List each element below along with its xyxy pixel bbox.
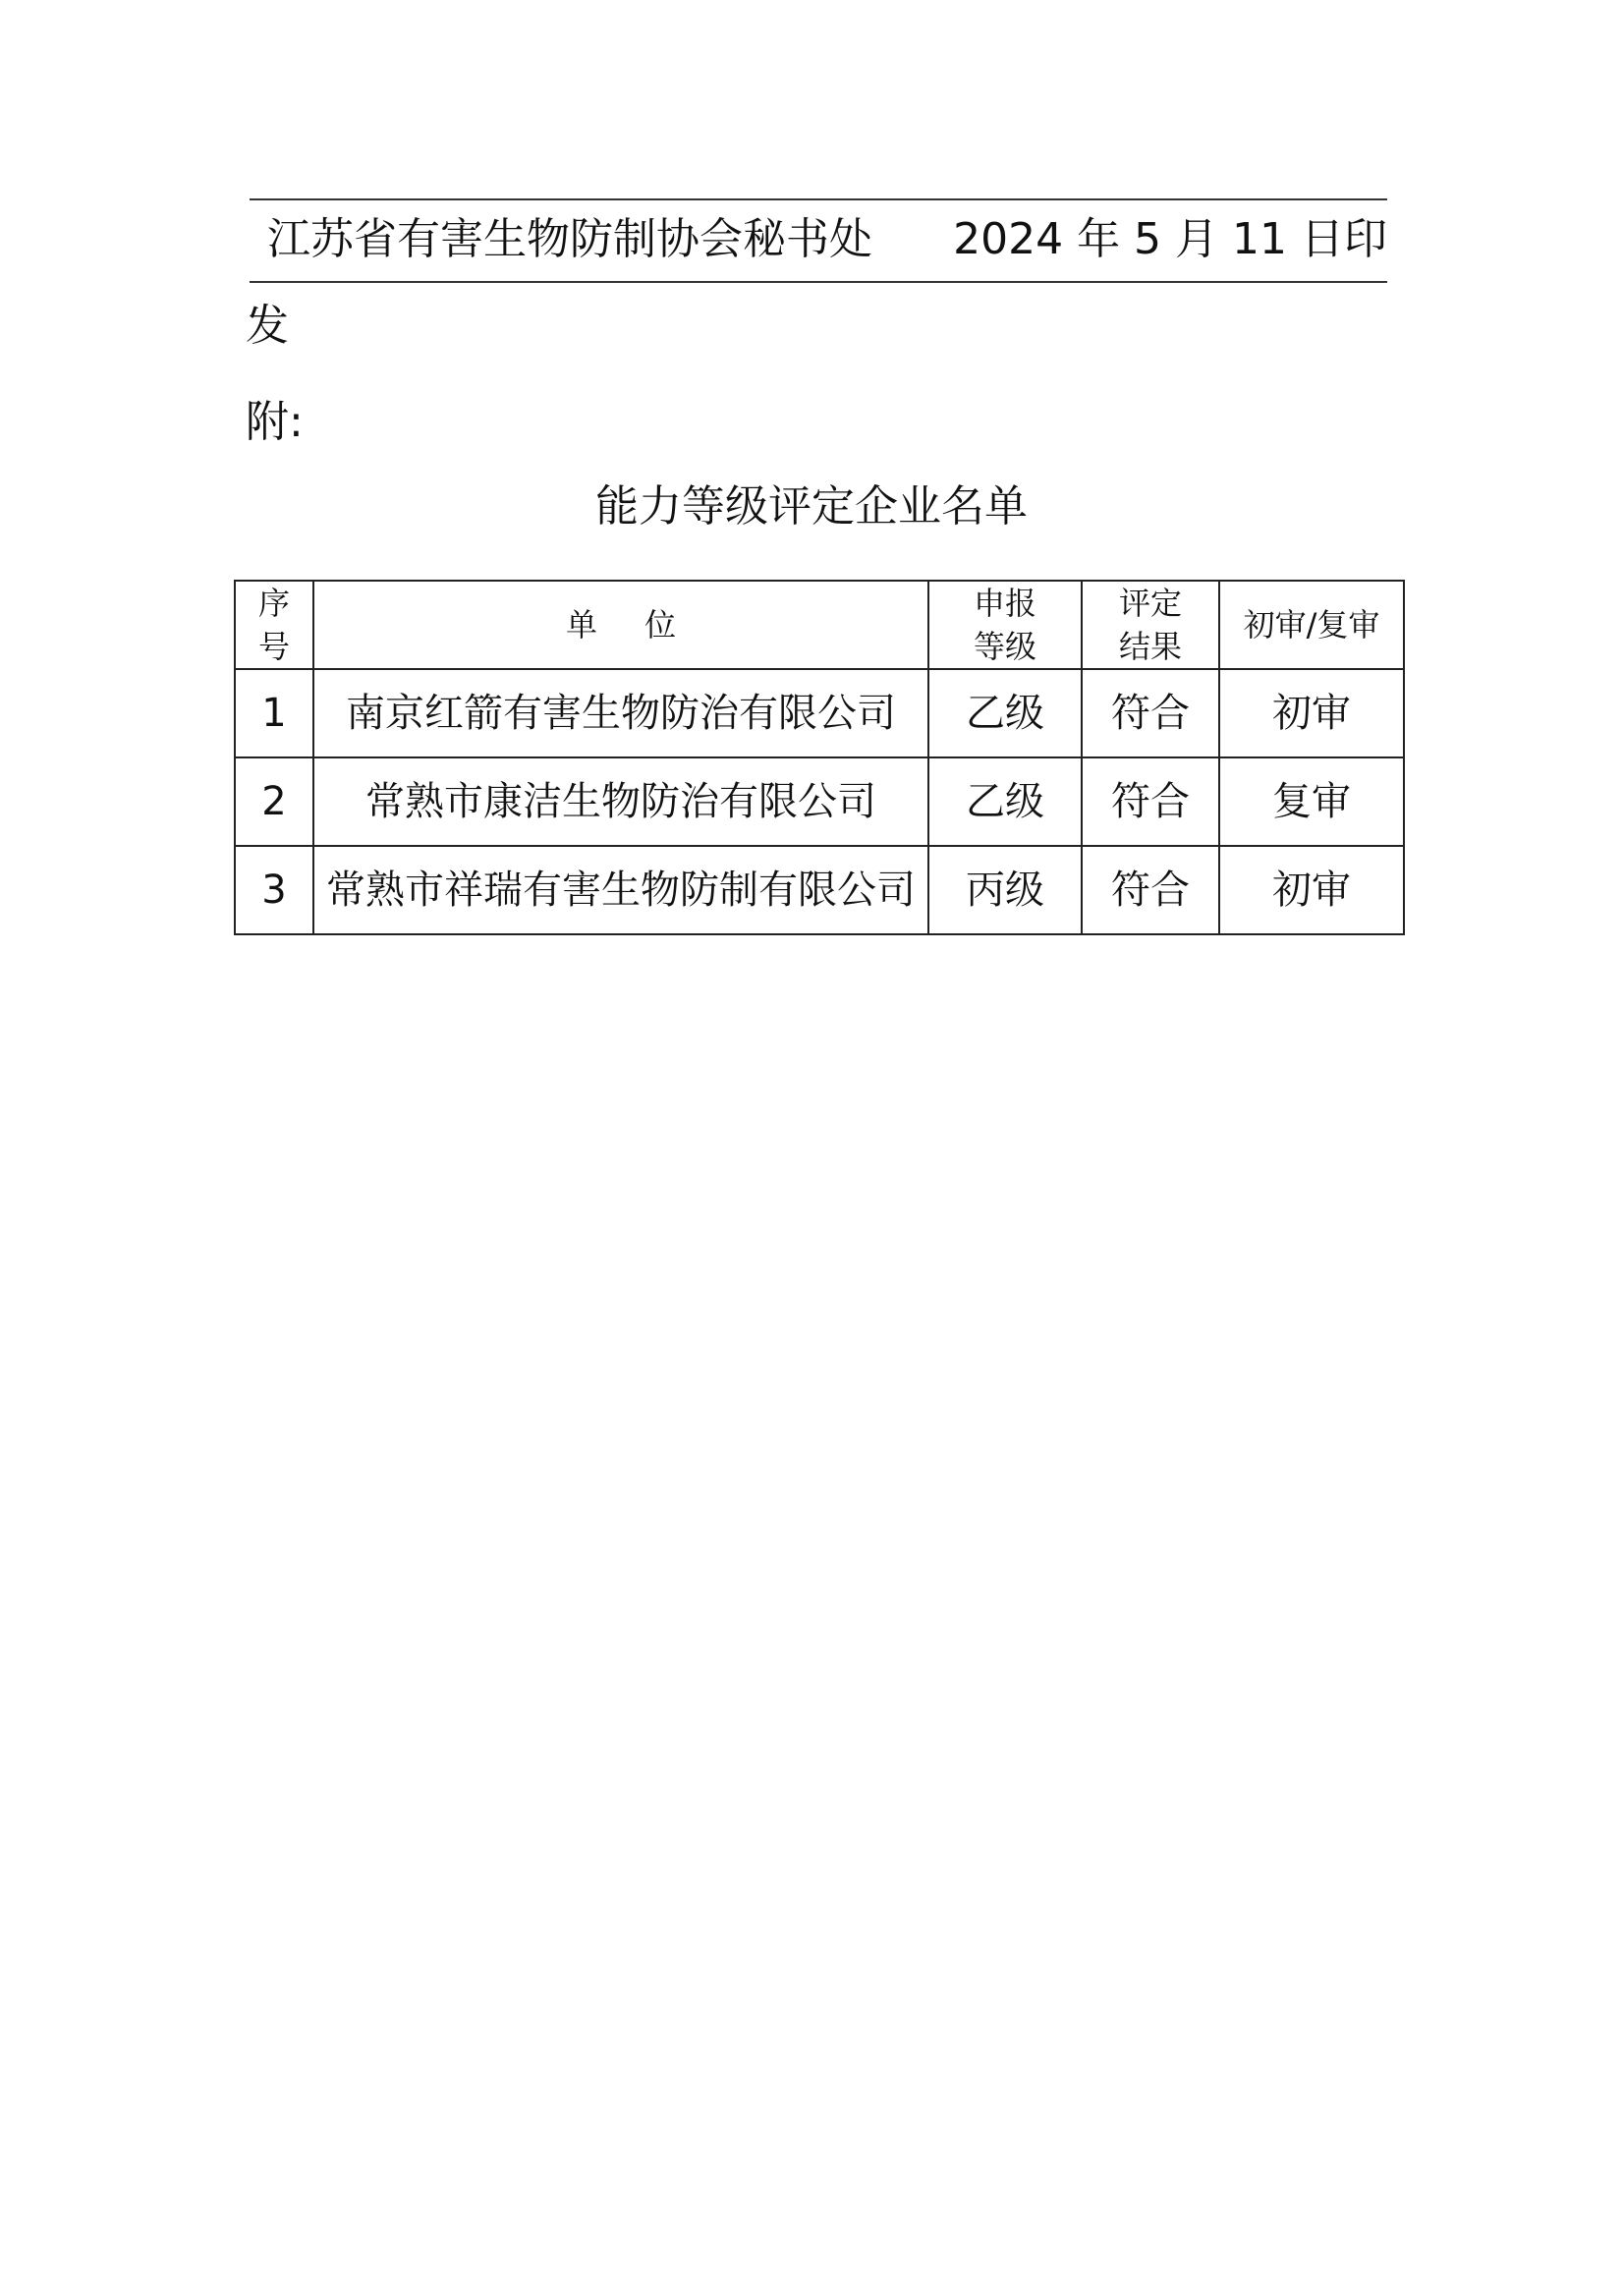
- list-title: 能力等级评定企业名单: [595, 481, 1028, 532]
- table-header-row: [235, 581, 1404, 669]
- header-result-line-1: 评定: [1118, 585, 1182, 622]
- cell-review: 初审: [1219, 846, 1404, 934]
- header-unit: [313, 581, 928, 669]
- header-grade: [928, 581, 1082, 669]
- header-unit-part-1: 单: [565, 606, 597, 644]
- cell-result: 符合: [1082, 757, 1219, 846]
- cell-result: 符合: [1082, 669, 1219, 757]
- cell-grade: 乙级: [928, 757, 1082, 846]
- cell-grade: 丙级: [928, 846, 1082, 934]
- cell-seq: 1: [235, 669, 313, 757]
- attachment-label: 附:: [246, 397, 304, 447]
- cell-grade: 乙级: [928, 669, 1082, 757]
- issue-date: 2024 年 5 月 11 日印: [953, 214, 1387, 264]
- cell-seq: 2: [235, 757, 313, 846]
- header-result: [1082, 581, 1219, 669]
- header-result-line-2: 结果: [1118, 628, 1182, 665]
- cell-result: 符合: [1082, 846, 1219, 934]
- table-row: [235, 757, 1404, 846]
- cell-review: 初审: [1219, 669, 1404, 757]
- table-row: [235, 669, 1404, 757]
- issuer-block: [250, 198, 1387, 283]
- table-row: [235, 846, 1404, 934]
- cell-review: 复审: [1219, 757, 1404, 846]
- header-seq: [235, 581, 313, 669]
- enterprise-table: [234, 580, 1405, 935]
- cell-seq: 3: [235, 846, 313, 934]
- header-grade-line-2: 等级: [973, 628, 1036, 665]
- issuer-name: 江苏省有害生物防制协会秘书处: [267, 214, 872, 264]
- cell-unit: 常熟市祥瑞有害生物防制有限公司: [313, 846, 928, 934]
- header-seq-line-2: 号: [257, 628, 290, 665]
- cell-unit: 南京红箭有害生物防治有限公司: [313, 669, 928, 757]
- header-review: 初审/复审: [1219, 581, 1404, 669]
- issue-date-suffix: 发: [246, 301, 289, 351]
- header-seq-line-1: 序: [257, 585, 290, 622]
- header-unit-part-2: 位: [644, 606, 677, 644]
- cell-unit: 常熟市康洁生物防治有限公司: [313, 757, 928, 846]
- header-grade-line-1: 申报: [973, 585, 1036, 622]
